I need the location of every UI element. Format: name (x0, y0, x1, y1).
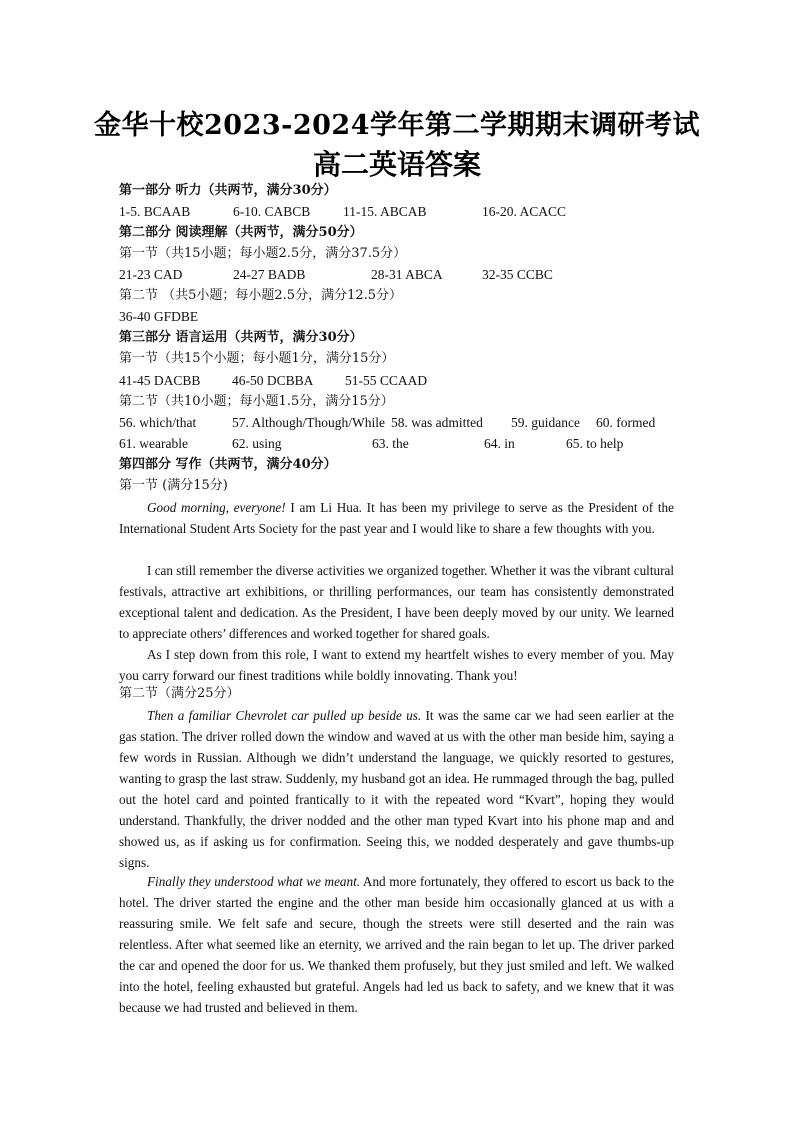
part1-heading: 第一部分 听力（共两节，满分30分） (119, 183, 337, 198)
answer-item: 61. wearable (119, 436, 188, 451)
answer-item: 59. guidance (511, 415, 580, 430)
answer-item: 56. which/that (119, 415, 197, 430)
part4-section1-heading: 第一节 (满分15分) (119, 478, 228, 493)
answer-item: 57. Although/Though/While (232, 415, 385, 430)
answer-group: 16-20. ACACC (482, 204, 567, 219)
essay1-paragraph (119, 497, 674, 539)
essay2-text: It was the same car we had seen earlier at the gas station. The driver rolled down the window and waved at us with the other man beside him, saying a few words in Russian. Although we didn’t understand the language, we quickly resorted to gestures, wanting to grasp the last straw. Suddenly, my husband got an idea. He rummaged through the bag, pulled out the hotel card and pointed frantically to it with the repeated word “Kvart”, hoping they would understand. Thankfully, the driver nodded and the other man typed Kvart into his phone map and and showed us, as if asking us for confirmation. Seeing this, we nodded desperately and gave thumbs-up signs. (119, 708, 674, 870)
answer-group: 36-40 GFDBE (119, 309, 199, 324)
answer-item: 63. the (372, 436, 409, 451)
answer-group: 21-23 CAD (119, 267, 183, 282)
answer-group: 1-5. BCAAB (119, 204, 191, 219)
part3-section1-heading: 第一节（共15个小题；每小题1分，满分15分） (119, 351, 395, 366)
answer-item: 58. was admitted (391, 415, 483, 430)
essay1-text: I am Li Hua. It has been my privilege to serve as the President of the International Student Arts Society for the past year and I would like to share a few thoughts with you. (119, 500, 675, 536)
essay1-paragraph: As I step down from this role, I want to extend my heartfelt wishes to every member of you. May you carry forward our finest traditions while boldly innovating. Thank you! (119, 647, 674, 683)
answer-group: 28-31 ABCA (371, 267, 443, 282)
essay1-paragraph: I can still remember the diverse activities we organized together. Whether it was the vibrant cultural festivals, attractive art exhibitions, or thrilling performances, our team has consistently demonstrated exceptional talent and dedication. As the President, I have been deeply moved by our unity. We learned to appreciate others’ differences and worked together for shared goals. (119, 563, 674, 641)
answer-group: 11-15. ABCAB (343, 204, 427, 219)
document-title: 金华十校2023-2024学年第二学期期末调研考试 (94, 110, 700, 141)
essay2-opening: Finally they understood what we meant. (147, 874, 361, 889)
answer-group: 46-50 DCBBA (232, 373, 314, 388)
part2-section2-heading: 第二节 （共5小题；每小题2.5分，满分12.5分） (119, 288, 403, 303)
part4-section2-heading: 第二节（满分25分） (119, 686, 240, 701)
essay1-opening: Good morning, everyone! (147, 500, 286, 515)
answer-group: 24-27 BADB (233, 267, 306, 282)
essay2-opening: Then a familiar Chevrolet car pulled up beside us. (147, 708, 422, 723)
essay2-text: And more fortunately, they offered to escort us back to the hotel. The driver started the engine and the other man beside him occasionally glanced at us with a reassuring smile. We felt safe and secure, though the streets were still deserted and the rain was relentless. After what seemed like an eternity, we arrived and the rain began to let up. The driver parked the car and opened the door for us. We thanked them profusely, but they just smiled and left. We walked into the hotel, feeling exhausted but grateful. Angels had led us back to safety, and we knew that it was because we had trusted and believed in them. (119, 874, 674, 1015)
answer-item: 64. in (484, 436, 515, 451)
essay2-paragraph (119, 871, 674, 1018)
answer-group: 41-45 DACBB (119, 373, 201, 388)
document-subtitle: 高二英语答案 (312, 148, 481, 181)
answer-item: 62. using (232, 436, 282, 451)
answer-group: 51-55 CCAAD (345, 373, 428, 388)
answer-item: 60. formed (596, 415, 656, 430)
part3-section2-heading: 第二节（共10小题；每小题1.5分，满分15分） (119, 394, 394, 409)
part2-section1-heading: 第一节（共15小题；每小题2.5分，满分37.5分） (119, 246, 407, 261)
answer-group: 6-10. CABCB (233, 204, 311, 219)
essay2-paragraph (119, 705, 674, 873)
part2-heading: 第二部分 阅读理解（共两节，满分50分） (119, 225, 363, 240)
answer-group: 32-35 CCBC (482, 267, 553, 282)
part3-heading: 第三部分 语言运用（共两节，满分30分） (119, 330, 363, 345)
part4-heading: 第四部分 写作（共两节，满分40分） (119, 457, 337, 472)
answer-item: 65. to help (566, 436, 624, 451)
